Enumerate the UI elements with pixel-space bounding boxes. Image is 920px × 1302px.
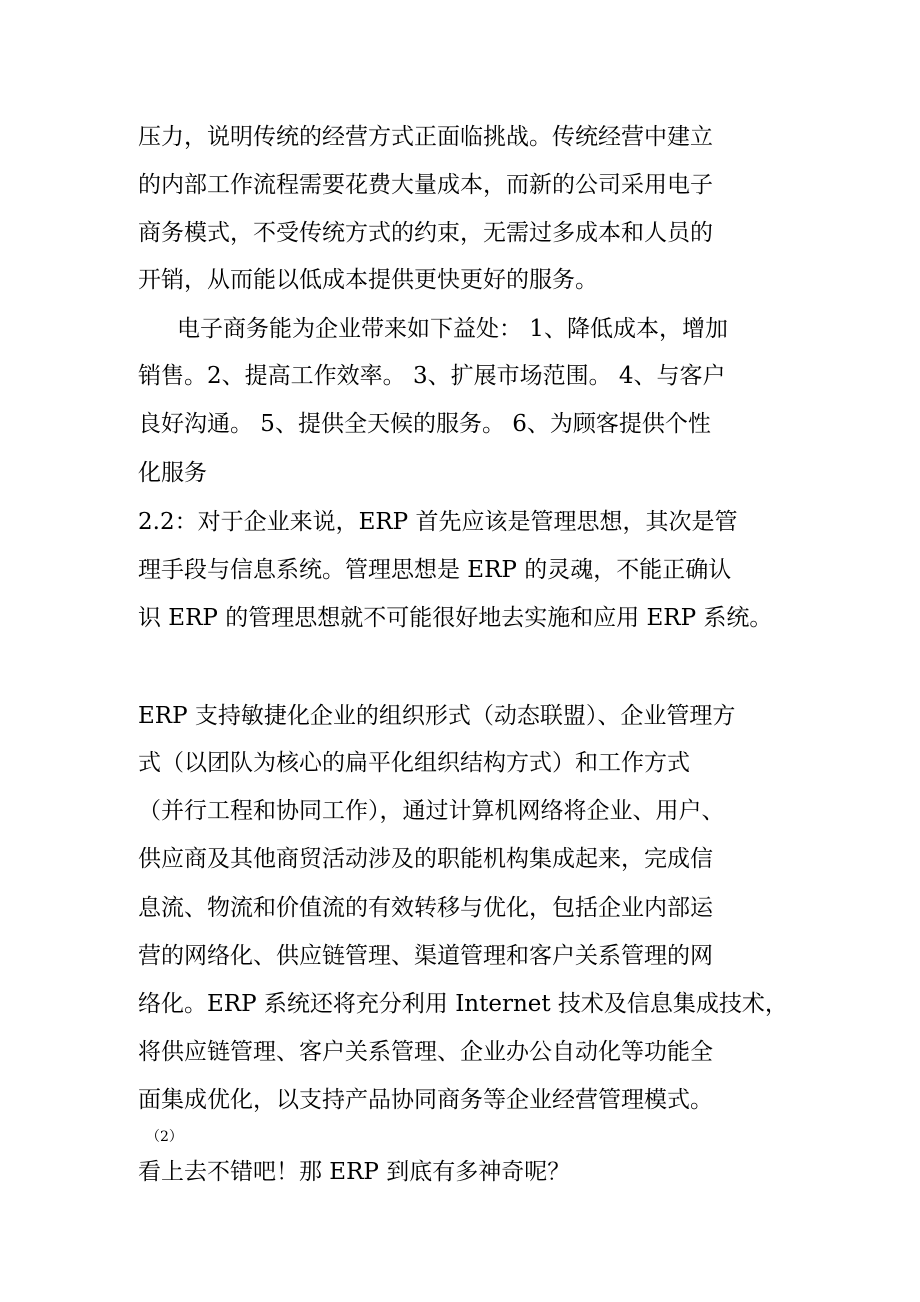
text-line: 息流、物流和价值流的有效转移与优化，包括企业内部运 [138,895,713,921]
text-line: 商务模式，不受传统方式的约束，无需过多成本和人员的 [138,220,713,246]
text-line: 供应商及其他商贸活动涉及的职能机构集成起来，完成信 [138,846,713,872]
note-marker: （2） [146,1129,183,1145]
text-line: 2.2：对于企业来说，ERP 首先应该是管理思想，其次是管 [138,509,738,535]
text-line: 的内部工作流程需要花费大量成本，而新的公司采用电子 [138,172,713,198]
text-line: 开销，从而能以低成本提供更快更好的服务。 [138,267,598,293]
text-line: 化服务 [138,460,207,486]
text-line: 面集成优化，以支持产品协同商务等企业经营管理模式。 [138,1087,713,1113]
text-line: 理手段与信息系统。管理思想是 ERP 的灵魂，不能正确认 [138,557,732,583]
text-line: ERP 支持敏捷化企业的组织形式（动态联盟）、企业管理方 [138,703,736,729]
text-line: 识 ERP 的管理思想就不可能很好地去实施和应用 ERP 系统。 [138,605,773,631]
text-line: 压力，说明传统的经营方式正面临挑战。传统经营中建立 [138,124,713,150]
text-line: 良好沟通。 5、提供全天候的服务。 6、为顾客提供个性 [138,411,711,437]
text-line: （并行工程和协同工作），通过计算机网络将企业、用户、 [138,798,725,824]
closing-line: 看上去不错吧！那 ERP 到底有多神奇呢？ [138,1159,571,1185]
text-line: 销售。2、提高工作效率。 3、扩展市场范围。 4、与客户 [138,363,726,389]
text-line: 式（以团队为核心的扁平化组织结构方式）和工作方式 [138,750,690,776]
text-line: 将供应链管理、客户关系管理、企业办公自动化等功能全 [138,1039,713,1065]
text-line: 络化。ERP 系统还将充分利用 Internet 技术及信息集成技术， [138,991,788,1017]
text-line: 营的网络化、供应链管理、渠道管理和客户关系管理的网 [138,943,713,969]
text-line: 电子商务能为企业带来如下益处： 1、降低成本，增加 [177,316,728,342]
